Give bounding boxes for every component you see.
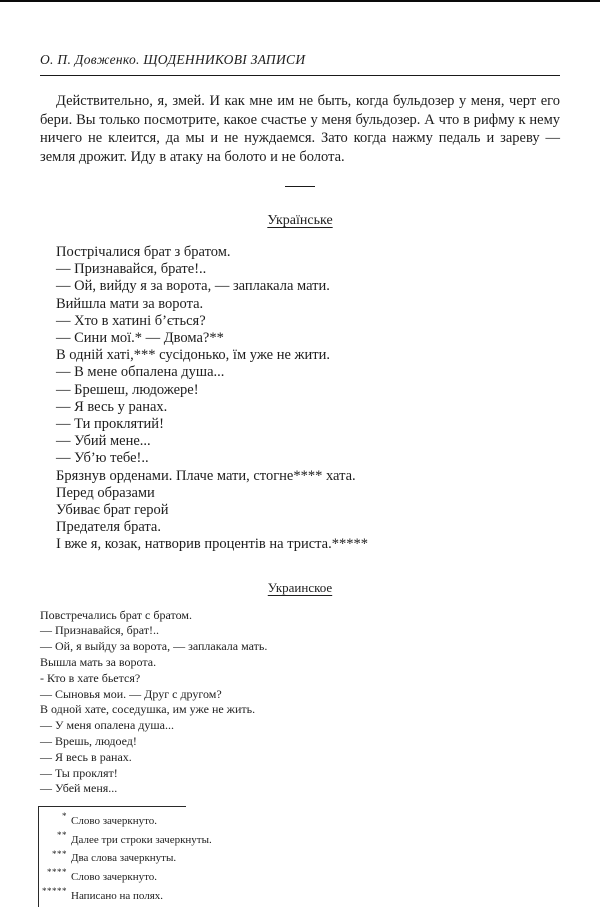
poem-line: — Признавайся, брате!.. xyxy=(56,261,207,278)
poem-ukrainian xyxy=(40,244,560,554)
intro-paragraph: Действительно, я, змей. И как мне им не быть, когда бульдозер у меня, черт его бери. Вы только посмотрите, какое счастье у меня бульдозер. А что в рифму к нему ничего не клеится, да мы и не нуждаемся. Зато когда нажму педаль и зареву — земля дрожит. Иду в атаку на болото и не болота. xyxy=(40,93,560,165)
footnotes xyxy=(40,806,560,906)
poem-line: — Убей меня... xyxy=(40,781,118,796)
page-top-edge xyxy=(0,0,600,2)
section-title-ukrainskoe: Украинское xyxy=(267,579,333,595)
footnote-marker: *** xyxy=(52,848,67,859)
poem-line: В одній хаті,*** сусідонько, їм уже не жити. xyxy=(56,347,331,364)
poem-line: — Хто в хатині б’ється? xyxy=(56,312,206,329)
footnote xyxy=(39,809,560,828)
poem-line: — Убий мене... xyxy=(56,433,151,450)
poem-line: — Ой, я выйду за ворота, — заплакала мать. xyxy=(40,639,268,654)
poem-line: Убиває брат герой xyxy=(56,502,169,519)
footnote-marker: ***** xyxy=(42,885,67,896)
poem-line: — Ти проклятий! xyxy=(56,416,164,433)
poem-line: — Уб’ю тебе!.. xyxy=(56,450,149,467)
footnote-text: Далее три строки зачеркнуты. xyxy=(71,833,212,846)
poem-line: Перед образами xyxy=(56,484,155,501)
poem-line: Предателя брата. xyxy=(56,519,161,536)
poem-line: Повстречались брат с братом. xyxy=(40,607,192,622)
footnote-text: Написано на полях. xyxy=(71,889,164,902)
footnote-text: Слово зачеркнуто. xyxy=(71,870,158,883)
footnote xyxy=(39,847,560,866)
poem-russian xyxy=(40,608,560,798)
poem-line: — Ты проклят! xyxy=(40,765,118,780)
poem-line: — Сыновья мои. — Друг с другом? xyxy=(40,686,222,701)
poem-line: — Я весь у ранах. xyxy=(56,398,168,415)
footnote-marker: ** xyxy=(57,829,67,840)
footnote-marker: **** xyxy=(47,867,67,878)
poem-line: В одной хате, соседушка, им уже не жить. xyxy=(40,702,256,717)
footnote-list xyxy=(38,807,560,906)
poem-line: Пострічалися брат з братом. xyxy=(56,244,231,260)
footnote-text: Слово зачеркнуто. xyxy=(71,814,158,827)
poem-line: Вийшла мати за ворота. xyxy=(56,295,204,312)
footnote xyxy=(39,865,560,884)
poem-line: — У меня опалена душа... xyxy=(40,718,174,733)
poem-line: — Я весь в ранах. xyxy=(40,749,132,764)
poem-line: Брязнув орденами. Плаче мати, стогне**** хата. xyxy=(56,467,356,484)
footnote xyxy=(39,884,560,903)
poem-line: — Брешеш, людожере! xyxy=(56,381,199,398)
poem-line: — Признавайся, брат!.. xyxy=(40,623,160,638)
poem-line: Вышла мать за ворота. xyxy=(40,655,157,670)
section-title-ukrainske: Українське xyxy=(267,213,333,228)
footnote-marker: * xyxy=(62,811,67,822)
footnote xyxy=(39,828,560,847)
running-header: О. П. Довженко. ЩОДЕННИКОВІ ЗАПИСИ xyxy=(40,52,560,76)
footnote-text: Два слова зачеркнуты. xyxy=(71,852,177,865)
poem-line: — Ой, вийду я за ворота, — заплакала мати. xyxy=(56,278,330,295)
section-separator xyxy=(285,186,315,187)
poem-line: І вже я, козак, натворив процентів на триста.***** xyxy=(56,536,368,553)
poem-line: — Врешь, людоед! xyxy=(40,734,137,749)
poem-line: — Сини мої.* — Двома?** xyxy=(56,330,224,347)
poem-line: — В мене обпалена душа... xyxy=(56,364,225,381)
poem-line: - Кто в хате бьется? xyxy=(40,670,141,685)
